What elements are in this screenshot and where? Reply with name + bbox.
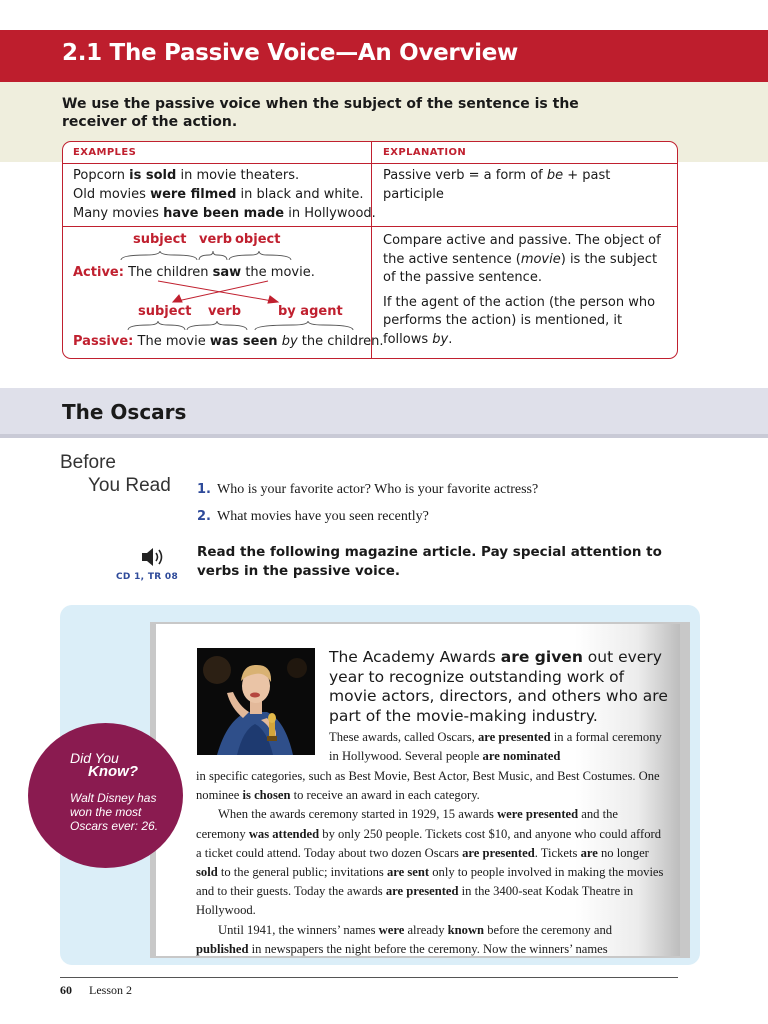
table-row-examples-1: Popcorn is sold in movie theaters. Old movies were filmed in black and white. Many movies have been made in Hollywood. (73, 168, 376, 221)
label-subject-active: subject (133, 232, 187, 247)
article-paragraph-1-end: in specific categories, such as Best Movie, Best Actor, Best Music, and Best Costumes. One nominee is chosen to receive an award in each category. (196, 769, 660, 803)
article-paragraph-2: When the awards ceremony started in 1929, 15 awards were presented and the ceremony was attended by only 250 people. Tickets cost $10, and anyone who could afford a ticket could attend. Today about two dozen Oscars are presented. Tickets are no longer sold to the general public; invitations are sent only to people involved in making the movies and to their guests. Today the awards are presented in the 3400-seat Kodak Theatre in Hollywood. (196, 807, 664, 918)
label-object-active: object (235, 232, 281, 247)
audio-speaker-icon[interactable] (140, 546, 168, 568)
label-subject-passive: subject (138, 304, 192, 319)
table-row-explanation-1: Passive verb = a form of be + past participle (383, 168, 611, 202)
cd-track-label: CD 1, TR 08 (116, 572, 179, 582)
before-you-read-label-2: You Read (88, 475, 171, 496)
article-lead: The Academy Awards are given out every year to recognize outstanding work of movie actors, directors, and others who are part of the movie-making industry. (329, 648, 668, 725)
page-title: 2.1 The Passive Voice—An Overview (62, 40, 518, 66)
label-agent-passive: by agent (278, 304, 343, 319)
grammar-table (62, 141, 678, 359)
did-you-know-title: Did You (70, 750, 119, 766)
diagram-braces-arrows (63, 142, 376, 358)
section-band-shadow (0, 434, 768, 438)
table-column-divider (371, 142, 372, 358)
active-sentence: Active: The children saw the movie. (73, 265, 315, 280)
article-paragraph-3: Until 1941, the winners’ names were already known before the ceremony and published in newspapers the night before the ceremony. Now the winners’ names (196, 922, 613, 956)
table-header-examples: EXAMPLES (73, 147, 137, 158)
passive-sentence: Passive: The movie was seen by the children. (73, 334, 384, 349)
intro-text: We use the passive voice when the subject of the sentence is the receiver of the action. (62, 96, 579, 130)
page-number: 60 (60, 983, 72, 997)
did-you-know-title-2: Know? (88, 763, 138, 780)
label-verb-passive: verb (208, 304, 242, 319)
article-body (196, 767, 666, 959)
before-you-read-label: Before (60, 452, 116, 473)
section-title: The Oscars (62, 400, 187, 424)
did-you-know-text: Walt Disney has won the most Oscars ever: 26. (70, 791, 159, 833)
question-2: 2. What movies have you seen recently? (197, 509, 429, 524)
reading-instruction: Read the following magazine article. Pay special attention to verbs in the passive voice. (197, 544, 662, 579)
question-1: 1. Who is your favorite actor? Who is your favorite actress? (197, 482, 539, 497)
label-verb-active: verb (199, 232, 233, 247)
oscar-winner-photo (197, 648, 315, 755)
table-header-explanation: EXPLANATION (383, 147, 467, 158)
footer-rule (60, 977, 678, 978)
lesson-label: Lesson 2 (89, 983, 132, 997)
table-row-explanation-2: Compare active and passive. The object of the active sentence (movie) is the subject of the passive sentence. If the agent of the action (the person who performs the action) is mentioned, it follows by. (383, 233, 661, 347)
article-paragraph-1-start: These awards, called Oscars, are presented in a formal ceremony in Hollywood. Several people are nominated (329, 730, 662, 764)
